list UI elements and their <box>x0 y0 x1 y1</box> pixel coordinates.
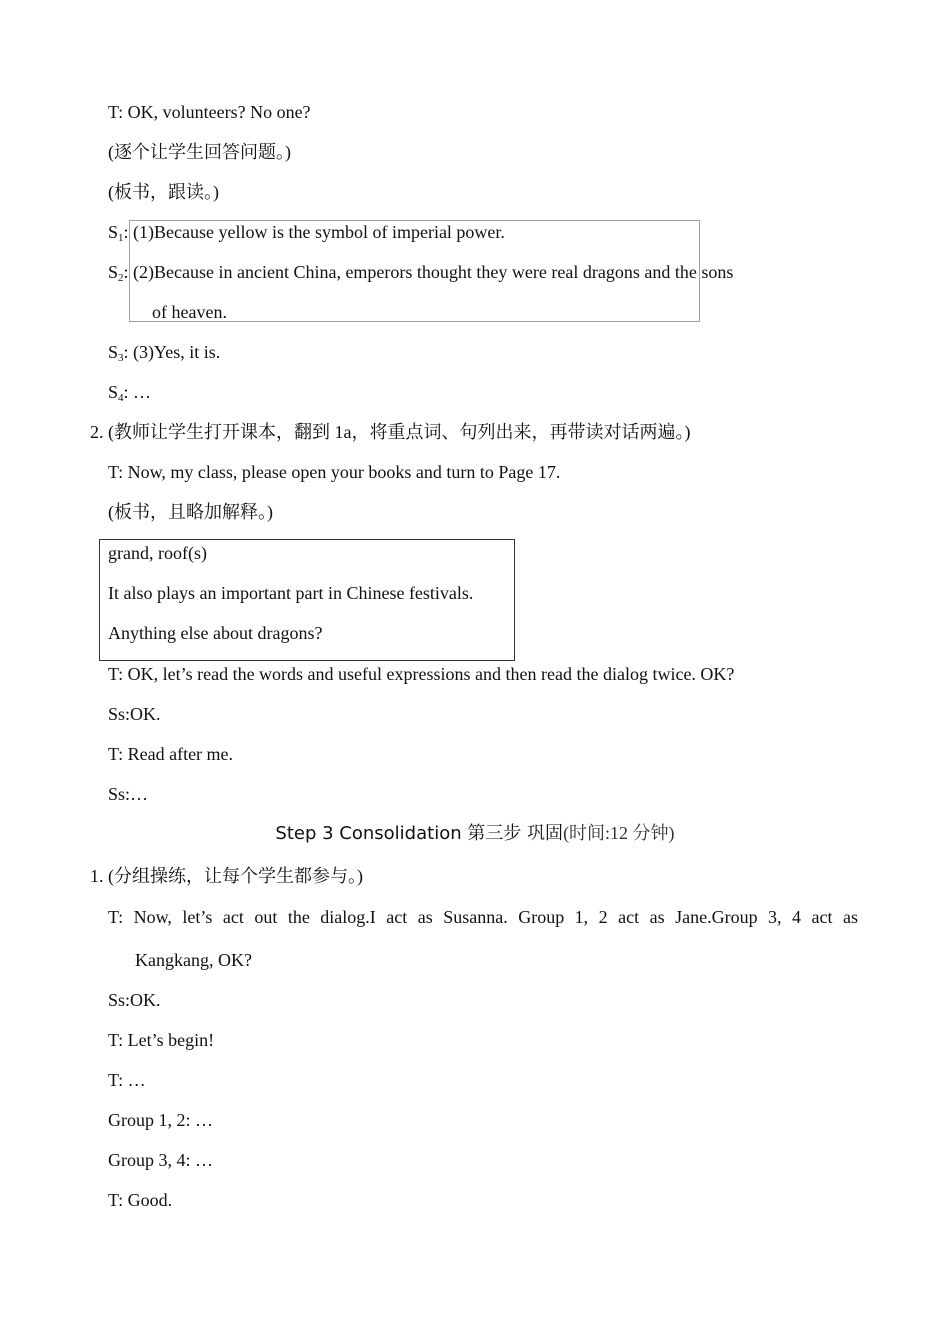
teacher-line: T: Now, my class, please open your books and turn to Page 17. <box>108 462 561 482</box>
answer-text: : (3)Yes, it is. <box>123 342 221 362</box>
students-line: Ss:OK. <box>108 704 161 724</box>
numbered-item-1: 1. (分组操练，让每个学生都参与。) <box>90 866 363 886</box>
students-line: Ss:OK. <box>108 990 161 1010</box>
teacher-line: T: Let’s begin! <box>108 1030 215 1050</box>
teacher-line: T: OK, let’s read the words and useful expressions and then read the dialog twice. OK? <box>108 664 735 684</box>
teacher-line: T: Read after me. <box>108 744 234 764</box>
group-line: Group 1, 2: … <box>108 1110 213 1130</box>
speaker-label: S <box>108 262 119 282</box>
teacher-line: T: Now, let’s act out the dialog.I act as Susanna. Group 1, 2 act as Jane.Group 3, 4 act as <box>108 907 858 927</box>
board-note: (板书，且略加解释。) <box>108 502 273 522</box>
speaker-number: 2 <box>118 272 124 284</box>
student-3-answer <box>108 340 220 364</box>
students-line: Ss:… <box>108 784 149 804</box>
step-time: (时间:12 分钟) <box>563 823 675 843</box>
speaker-number: 1 <box>118 232 124 244</box>
step-title: Step 3 Consolidation 第三步 巩固 <box>275 823 564 844</box>
teacher-line: T: OK, volunteers? No one? <box>108 102 311 122</box>
speaker-label: S <box>108 382 119 402</box>
answer-text: : (2)Because in ancient China, emperors thought they were real dragons and the sons <box>123 262 734 282</box>
teacher-line-continued: Kangkang, OK? <box>135 950 252 970</box>
step-heading <box>0 820 950 847</box>
student-4-answer <box>108 380 151 404</box>
answer-text: : … <box>123 382 152 402</box>
numbered-item-2: 2. (教师让学生打开课本，翻到 1a，将重点词、句列出来，再带读对话两遍。) <box>90 422 691 442</box>
board-sentence: Anything else about dragons? <box>108 623 323 643</box>
teacher-line: T: … <box>108 1070 146 1090</box>
board-sentence: It also plays an important part in Chinese festivals. <box>108 583 474 603</box>
board-words: grand, roof(s) <box>108 543 207 563</box>
student-2-answer-continued: of heaven. <box>152 302 227 322</box>
speaker-label: S <box>108 222 119 242</box>
speaker-label: S <box>108 342 119 362</box>
student-2-answer <box>108 260 733 284</box>
speaker-number: 3 <box>118 352 124 364</box>
group-line: Group 3, 4: … <box>108 1150 213 1170</box>
teacher-line: T: Good. <box>108 1190 173 1210</box>
board-note: (板书，跟读。) <box>108 182 219 202</box>
instruction-note: (逐个让学生回答问题。) <box>108 142 291 162</box>
answer-text: : (1)Because yellow is the symbol of imperial power. <box>123 222 505 242</box>
speaker-number: 4 <box>118 392 124 404</box>
student-1-answer <box>108 220 505 244</box>
